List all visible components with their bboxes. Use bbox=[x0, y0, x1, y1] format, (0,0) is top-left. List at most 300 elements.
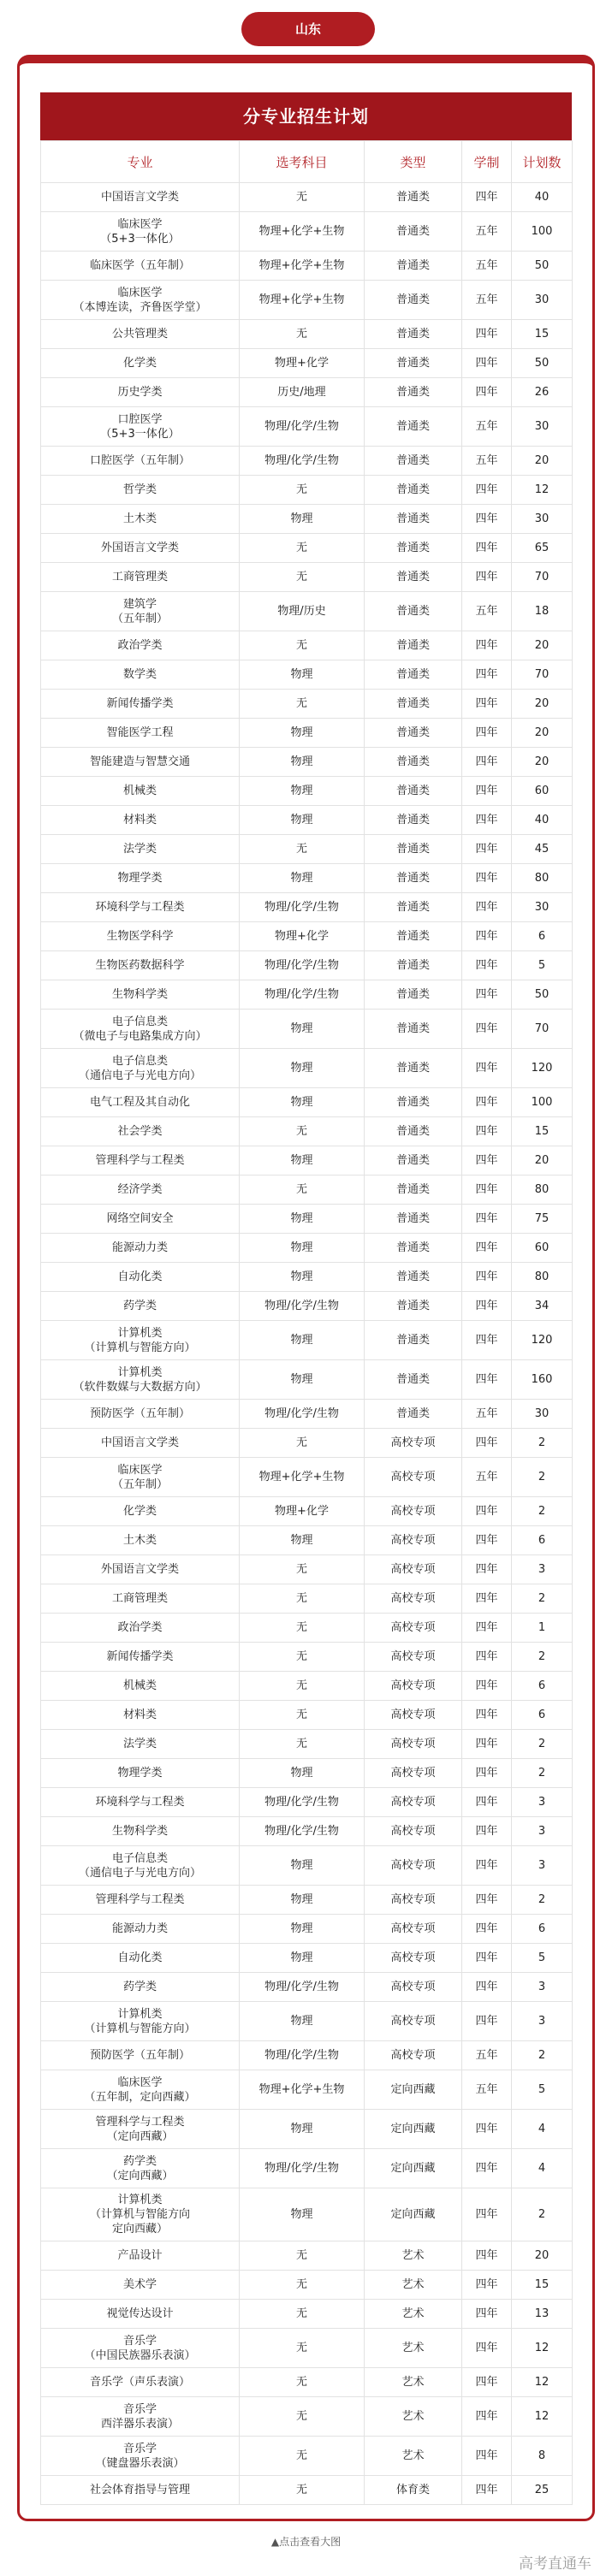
cell-major: 法学类 bbox=[41, 835, 240, 864]
cell-category: 普通类 bbox=[365, 980, 462, 1010]
cell-plan: 4 bbox=[512, 2110, 573, 2149]
cell-subjects: 无 bbox=[240, 1175, 365, 1205]
cell-subjects: 无 bbox=[240, 2368, 365, 2397]
cell-duration: 五年 bbox=[462, 212, 512, 252]
cell-plan: 5 bbox=[512, 951, 573, 980]
cell-duration: 四年 bbox=[462, 1817, 512, 1846]
cell-duration: 四年 bbox=[462, 320, 512, 349]
cell-category: 高校专项 bbox=[365, 2041, 462, 2070]
cell-plan: 5 bbox=[512, 1944, 573, 1973]
cell-major: 建筑学 （五年制） bbox=[41, 592, 240, 631]
cell-category: 普通类 bbox=[365, 349, 462, 378]
cell-major: 音乐学 西洋器乐表演） bbox=[41, 2397, 240, 2437]
cell-major: 药学类 （定向西藏） bbox=[41, 2149, 240, 2188]
cell-major: 计算机类 （计算机与智能方向） bbox=[41, 2002, 240, 2041]
cell-plan: 20 bbox=[512, 690, 573, 719]
cell-category: 定向西藏 bbox=[365, 2070, 462, 2110]
table-row bbox=[41, 1400, 573, 1429]
cell-duration: 五年 bbox=[462, 407, 512, 447]
table-row bbox=[41, 1643, 573, 1672]
cell-category: 普通类 bbox=[365, 1321, 462, 1360]
table-row bbox=[41, 563, 573, 592]
cell-duration: 四年 bbox=[462, 1788, 512, 1817]
cell-category: 普通类 bbox=[365, 951, 462, 980]
cell-plan: 70 bbox=[512, 660, 573, 690]
cell-category: 高校专项 bbox=[365, 1526, 462, 1555]
table-row bbox=[41, 2368, 573, 2397]
cell-plan: 50 bbox=[512, 252, 573, 281]
cell-plan: 2 bbox=[512, 1429, 573, 1458]
cell-major: 口腔医学（五年制） bbox=[41, 447, 240, 476]
cell-subjects: 物理/化学/生物 bbox=[240, 1292, 365, 1321]
cell-category: 普通类 bbox=[365, 748, 462, 777]
cell-major: 管理科学与工程类 bbox=[41, 1886, 240, 1915]
cell-subjects: 无 bbox=[240, 2300, 365, 2329]
table-row bbox=[41, 1584, 573, 1614]
cell-plan: 8 bbox=[512, 2437, 573, 2476]
cell-subjects: 无 bbox=[240, 563, 365, 592]
cell-major: 电子信息类 （微电子与电路集成方向） bbox=[41, 1010, 240, 1049]
cell-category: 普通类 bbox=[365, 1146, 462, 1175]
cell-subjects: 物理 bbox=[240, 719, 365, 748]
cell-category: 普通类 bbox=[365, 1088, 462, 1117]
table-row bbox=[41, 592, 573, 631]
cell-subjects: 无 bbox=[240, 183, 365, 212]
table-row bbox=[41, 183, 573, 212]
cell-duration: 四年 bbox=[462, 2437, 512, 2476]
table-row bbox=[41, 212, 573, 252]
cell-major: 材料类 bbox=[41, 1701, 240, 1730]
cell-plan: 25 bbox=[512, 2476, 573, 2505]
cell-duration: 四年 bbox=[462, 183, 512, 212]
cell-plan: 1 bbox=[512, 1614, 573, 1643]
cell-duration: 四年 bbox=[462, 349, 512, 378]
cell-major: 外国语言文学类 bbox=[41, 1555, 240, 1584]
cell-subjects: 无 bbox=[240, 534, 365, 563]
cell-plan: 70 bbox=[512, 1010, 573, 1049]
table-row bbox=[41, 2241, 573, 2271]
cell-category: 高校专项 bbox=[365, 1458, 462, 1497]
cell-plan: 12 bbox=[512, 2368, 573, 2397]
cell-duration: 五年 bbox=[462, 2041, 512, 2070]
cell-category: 高校专项 bbox=[365, 1886, 462, 1915]
cell-duration: 四年 bbox=[462, 476, 512, 505]
cell-subjects: 无 bbox=[240, 1672, 365, 1701]
cell-major: 计算机类 （计算机与智能方向 定向西藏） bbox=[41, 2188, 240, 2241]
cell-major: 计算机类 （计算机与智能方向） bbox=[41, 1321, 240, 1360]
cell-duration: 四年 bbox=[462, 1321, 512, 1360]
cell-duration: 四年 bbox=[462, 951, 512, 980]
cell-subjects: 物理/化学/生物 bbox=[240, 980, 365, 1010]
cell-category: 高校专项 bbox=[365, 1672, 462, 1701]
cell-major: 美术学 bbox=[41, 2271, 240, 2300]
cell-plan: 60 bbox=[512, 777, 573, 806]
table-row bbox=[41, 534, 573, 563]
cell-plan: 12 bbox=[512, 2397, 573, 2437]
cell-category: 普通类 bbox=[365, 252, 462, 281]
cell-duration: 四年 bbox=[462, 1234, 512, 1263]
cell-plan: 3 bbox=[512, 2002, 573, 2041]
cell-subjects: 物理/历史 bbox=[240, 592, 365, 631]
cell-plan: 20 bbox=[512, 719, 573, 748]
cell-duration: 四年 bbox=[462, 1049, 512, 1088]
cell-major: 中国语言文学类 bbox=[41, 1429, 240, 1458]
cell-plan: 34 bbox=[512, 1292, 573, 1321]
cell-subjects: 物理/化学/生物 bbox=[240, 1817, 365, 1846]
cell-duration: 四年 bbox=[462, 2188, 512, 2241]
cell-major: 临床医学 （本博连读，齐鲁医学堂） bbox=[41, 281, 240, 320]
cell-duration: 四年 bbox=[462, 1263, 512, 1292]
cell-subjects: 物理 bbox=[240, 1886, 365, 1915]
cell-category: 普通类 bbox=[365, 1360, 462, 1400]
cell-category: 普通类 bbox=[365, 835, 462, 864]
cell-major: 法学类 bbox=[41, 1730, 240, 1759]
cell-duration: 四年 bbox=[462, 690, 512, 719]
cell-category: 普通类 bbox=[365, 281, 462, 320]
watermark-text: 高考直通车 bbox=[519, 2555, 591, 2573]
cell-major: 预防医学（五年制） bbox=[41, 2041, 240, 2070]
table-row bbox=[41, 281, 573, 320]
cell-category: 高校专项 bbox=[365, 1497, 462, 1526]
cell-plan: 2 bbox=[512, 1497, 573, 1526]
cell-plan: 13 bbox=[512, 2300, 573, 2329]
table-row bbox=[41, 1146, 573, 1175]
cell-duration: 四年 bbox=[462, 1205, 512, 1234]
cell-category: 体育类 bbox=[365, 2476, 462, 2505]
cell-category: 普通类 bbox=[365, 864, 462, 893]
cell-major: 临床医学 （五年制，定向西藏） bbox=[41, 2070, 240, 2110]
cell-major: 社会学类 bbox=[41, 1117, 240, 1146]
cell-plan: 20 bbox=[512, 748, 573, 777]
header-category: 类型 bbox=[365, 141, 462, 183]
cell-plan: 2 bbox=[512, 2041, 573, 2070]
cell-plan: 12 bbox=[512, 2329, 573, 2368]
cell-category: 高校专项 bbox=[365, 1730, 462, 1759]
cell-major: 中国语言文学类 bbox=[41, 183, 240, 212]
cell-plan: 30 bbox=[512, 281, 573, 320]
cell-category: 高校专项 bbox=[365, 1788, 462, 1817]
cell-major: 环境科学与工程类 bbox=[41, 1788, 240, 1817]
cell-duration: 四年 bbox=[462, 2271, 512, 2300]
cell-major: 生物医药数据科学 bbox=[41, 951, 240, 980]
cell-duration: 四年 bbox=[462, 1584, 512, 1614]
cell-major: 临床医学 （五年制） bbox=[41, 1458, 240, 1497]
cell-subjects: 无 bbox=[240, 1584, 365, 1614]
table-row bbox=[41, 1973, 573, 2002]
cell-major: 药学类 bbox=[41, 1292, 240, 1321]
cell-category: 普通类 bbox=[365, 1010, 462, 1049]
cell-plan: 50 bbox=[512, 980, 573, 1010]
cell-major: 能源动力类 bbox=[41, 1915, 240, 1944]
cell-subjects: 无 bbox=[240, 2397, 365, 2437]
cell-duration: 五年 bbox=[462, 1458, 512, 1497]
cell-major: 土木类 bbox=[41, 505, 240, 534]
cell-category: 普通类 bbox=[365, 660, 462, 690]
cell-plan: 100 bbox=[512, 212, 573, 252]
table-row bbox=[41, 719, 573, 748]
cell-subjects: 物理 bbox=[240, 1088, 365, 1117]
cell-subjects: 物理+化学+生物 bbox=[240, 2070, 365, 2110]
cell-duration: 五年 bbox=[462, 252, 512, 281]
table-row bbox=[41, 922, 573, 951]
cell-category: 定向西藏 bbox=[365, 2110, 462, 2149]
table-row bbox=[41, 1497, 573, 1526]
table-row bbox=[41, 1555, 573, 1584]
table-row bbox=[41, 1788, 573, 1817]
table-row bbox=[41, 1049, 573, 1088]
cell-duration: 四年 bbox=[462, 2329, 512, 2368]
table-row bbox=[41, 777, 573, 806]
cell-subjects: 物理 bbox=[240, 1321, 365, 1360]
cell-subjects: 无 bbox=[240, 2476, 365, 2505]
cell-plan: 15 bbox=[512, 1117, 573, 1146]
table-row bbox=[41, 407, 573, 447]
cell-plan: 18 bbox=[512, 592, 573, 631]
plan-frame bbox=[17, 55, 595, 2521]
cell-plan: 6 bbox=[512, 922, 573, 951]
cell-plan: 20 bbox=[512, 2241, 573, 2271]
table-row bbox=[41, 980, 573, 1010]
region-label: 山东 bbox=[241, 12, 375, 46]
table-row bbox=[41, 2476, 573, 2505]
cell-plan: 80 bbox=[512, 1263, 573, 1292]
cell-plan: 6 bbox=[512, 1526, 573, 1555]
cell-major: 公共管理类 bbox=[41, 320, 240, 349]
cell-duration: 四年 bbox=[462, 2241, 512, 2271]
cell-category: 普通类 bbox=[365, 183, 462, 212]
cell-major: 药学类 bbox=[41, 1973, 240, 2002]
cell-plan: 2 bbox=[512, 1730, 573, 1759]
table-row bbox=[41, 660, 573, 690]
cell-subjects: 无 bbox=[240, 2437, 365, 2476]
table-row bbox=[41, 1234, 573, 1263]
cell-subjects: 物理+化学 bbox=[240, 349, 365, 378]
table-row bbox=[41, 1701, 573, 1730]
cell-subjects: 物理+化学 bbox=[240, 1497, 365, 1526]
cell-subjects: 物理+化学+生物 bbox=[240, 252, 365, 281]
cell-major: 历史学类 bbox=[41, 378, 240, 407]
table-row bbox=[41, 1944, 573, 1973]
cell-major: 能源动力类 bbox=[41, 1234, 240, 1263]
cell-subjects: 物理 bbox=[240, 660, 365, 690]
cell-major: 土木类 bbox=[41, 1526, 240, 1555]
cell-duration: 四年 bbox=[462, 2149, 512, 2188]
cell-duration: 四年 bbox=[462, 378, 512, 407]
cell-duration: 四年 bbox=[462, 1643, 512, 1672]
cell-subjects: 无 bbox=[240, 1643, 365, 1672]
cell-subjects: 物理 bbox=[240, 1263, 365, 1292]
header-plan: 计划数 bbox=[512, 141, 573, 183]
cell-duration: 四年 bbox=[462, 1915, 512, 1944]
cell-duration: 四年 bbox=[462, 1175, 512, 1205]
cell-category: 普通类 bbox=[365, 631, 462, 660]
table-row bbox=[41, 951, 573, 980]
cell-duration: 四年 bbox=[462, 1292, 512, 1321]
cell-duration: 四年 bbox=[462, 1010, 512, 1049]
cell-major: 新闻传播学类 bbox=[41, 690, 240, 719]
cell-subjects: 物理 bbox=[240, 748, 365, 777]
cell-category: 高校专项 bbox=[365, 1584, 462, 1614]
cell-major: 临床医学 （5+3一体化） bbox=[41, 212, 240, 252]
cell-major: 预防医学（五年制） bbox=[41, 1400, 240, 1429]
table-row bbox=[41, 1614, 573, 1643]
cell-duration: 四年 bbox=[462, 1973, 512, 2002]
cell-duration: 四年 bbox=[462, 1117, 512, 1146]
cell-major: 智能医学工程 bbox=[41, 719, 240, 748]
table-row bbox=[41, 252, 573, 281]
cell-category: 艺术 bbox=[365, 2329, 462, 2368]
cell-major: 产品设计 bbox=[41, 2241, 240, 2271]
cell-category: 普通类 bbox=[365, 1400, 462, 1429]
cell-plan: 120 bbox=[512, 1321, 573, 1360]
cell-subjects: 物理/化学/生物 bbox=[240, 951, 365, 980]
cell-major: 外国语言文学类 bbox=[41, 534, 240, 563]
table-row bbox=[41, 505, 573, 534]
cell-plan: 100 bbox=[512, 1088, 573, 1117]
cell-major: 计算机类 （软件数媒与大数据方向） bbox=[41, 1360, 240, 1400]
cell-subjects: 物理 bbox=[240, 806, 365, 835]
cell-subjects: 物理/化学/生物 bbox=[240, 407, 365, 447]
cell-major: 电子信息类 （通信电子与光电方向） bbox=[41, 1049, 240, 1088]
cell-duration: 五年 bbox=[462, 592, 512, 631]
cell-plan: 120 bbox=[512, 1049, 573, 1088]
cell-plan: 6 bbox=[512, 1672, 573, 1701]
cell-subjects: 物理 bbox=[240, 1146, 365, 1175]
cell-duration: 四年 bbox=[462, 1555, 512, 1584]
cell-subjects: 无 bbox=[240, 2271, 365, 2300]
cell-subjects: 物理+化学+生物 bbox=[240, 1458, 365, 1497]
cell-major: 口腔医学 （5+3一体化） bbox=[41, 407, 240, 447]
cell-plan: 20 bbox=[512, 631, 573, 660]
cell-plan: 3 bbox=[512, 1846, 573, 1886]
cell-duration: 四年 bbox=[462, 1759, 512, 1788]
table-row bbox=[41, 1915, 573, 1944]
cell-plan: 40 bbox=[512, 806, 573, 835]
table-row bbox=[41, 2300, 573, 2329]
cell-category: 艺术 bbox=[365, 2397, 462, 2437]
cell-subjects: 无 bbox=[240, 1555, 365, 1584]
table-row bbox=[41, 2329, 573, 2368]
cell-category: 普通类 bbox=[365, 592, 462, 631]
cell-duration: 四年 bbox=[462, 1701, 512, 1730]
table-row bbox=[41, 1458, 573, 1497]
cell-duration: 四年 bbox=[462, 2110, 512, 2149]
table-row bbox=[41, 2271, 573, 2300]
cell-major: 视觉传达设计 bbox=[41, 2300, 240, 2329]
cell-category: 普通类 bbox=[365, 476, 462, 505]
cell-plan: 65 bbox=[512, 534, 573, 563]
view-large-link[interactable]: ▲点击查看大图 bbox=[270, 2536, 342, 2548]
cell-category: 高校专项 bbox=[365, 1759, 462, 1788]
table-row bbox=[41, 835, 573, 864]
cell-plan: 60 bbox=[512, 1234, 573, 1263]
cell-plan: 30 bbox=[512, 407, 573, 447]
header-subjects: 选考科目 bbox=[240, 141, 365, 183]
table-title: 分专业招生计划 bbox=[40, 92, 572, 140]
cell-duration: 四年 bbox=[462, 1944, 512, 1973]
cell-category: 高校专项 bbox=[365, 1846, 462, 1886]
cell-major: 网络空间安全 bbox=[41, 1205, 240, 1234]
table-row bbox=[41, 2041, 573, 2070]
cell-subjects: 无 bbox=[240, 2329, 365, 2368]
cell-category: 普通类 bbox=[365, 534, 462, 563]
cell-subjects: 物理 bbox=[240, 864, 365, 893]
cell-subjects: 无 bbox=[240, 835, 365, 864]
cell-duration: 四年 bbox=[462, 719, 512, 748]
table-row bbox=[41, 1730, 573, 1759]
table-row bbox=[41, 2397, 573, 2437]
cell-category: 高校专项 bbox=[365, 1429, 462, 1458]
table-row bbox=[41, 1360, 573, 1400]
cell-category: 普通类 bbox=[365, 1205, 462, 1234]
cell-duration: 四年 bbox=[462, 2368, 512, 2397]
cell-plan: 26 bbox=[512, 378, 573, 407]
cell-duration: 四年 bbox=[462, 1146, 512, 1175]
cell-plan: 4 bbox=[512, 2149, 573, 2188]
table-row bbox=[41, 748, 573, 777]
cell-plan: 12 bbox=[512, 476, 573, 505]
cell-major: 政治学类 bbox=[41, 631, 240, 660]
cell-duration: 四年 bbox=[462, 2300, 512, 2329]
cell-major: 音乐学 （中国民族器乐表演） bbox=[41, 2329, 240, 2368]
table-row bbox=[41, 320, 573, 349]
cell-duration: 四年 bbox=[462, 777, 512, 806]
cell-plan: 2 bbox=[512, 1886, 573, 1915]
cell-major: 物理学类 bbox=[41, 1759, 240, 1788]
cell-duration: 四年 bbox=[462, 864, 512, 893]
cell-category: 普通类 bbox=[365, 719, 462, 748]
cell-subjects: 物理 bbox=[240, 2002, 365, 2041]
cell-plan: 6 bbox=[512, 1915, 573, 1944]
table-row bbox=[41, 476, 573, 505]
cell-duration: 四年 bbox=[462, 534, 512, 563]
cell-major: 生物科学类 bbox=[41, 1817, 240, 1846]
cell-category: 艺术 bbox=[365, 2437, 462, 2476]
cell-category: 普通类 bbox=[365, 212, 462, 252]
cell-subjects: 物理/化学/生物 bbox=[240, 447, 365, 476]
cell-plan: 20 bbox=[512, 1146, 573, 1175]
cell-duration: 四年 bbox=[462, 1497, 512, 1526]
cell-major: 工商管理类 bbox=[41, 563, 240, 592]
cell-subjects: 物理+化学+生物 bbox=[240, 212, 365, 252]
table-row bbox=[41, 1759, 573, 1788]
cell-major: 工商管理类 bbox=[41, 1584, 240, 1614]
header-duration: 学制 bbox=[462, 141, 512, 183]
cell-category: 高校专项 bbox=[365, 1817, 462, 1846]
cell-plan: 40 bbox=[512, 183, 573, 212]
cell-major: 物理学类 bbox=[41, 864, 240, 893]
cell-duration: 四年 bbox=[462, 631, 512, 660]
cell-major: 新闻传播学类 bbox=[41, 1643, 240, 1672]
table-row bbox=[41, 2110, 573, 2149]
cell-subjects: 物理 bbox=[240, 1526, 365, 1555]
cell-subjects: 物理 bbox=[240, 1205, 365, 1234]
cell-duration: 四年 bbox=[462, 1526, 512, 1555]
cell-subjects: 无 bbox=[240, 1614, 365, 1643]
cell-category: 艺术 bbox=[365, 2241, 462, 2271]
cell-category: 高校专项 bbox=[365, 1643, 462, 1672]
cell-duration: 四年 bbox=[462, 2476, 512, 2505]
table-row bbox=[41, 864, 573, 893]
cell-plan: 2 bbox=[512, 1759, 573, 1788]
table-row bbox=[41, 2149, 573, 2188]
cell-major: 电子信息类 （通信电子与光电方向） bbox=[41, 1846, 240, 1886]
table-row bbox=[41, 1263, 573, 1292]
cell-major: 电气工程及其自动化 bbox=[41, 1088, 240, 1117]
cell-category: 高校专项 bbox=[365, 1555, 462, 1584]
cell-major: 生物科学类 bbox=[41, 980, 240, 1010]
cell-subjects: 无 bbox=[240, 476, 365, 505]
